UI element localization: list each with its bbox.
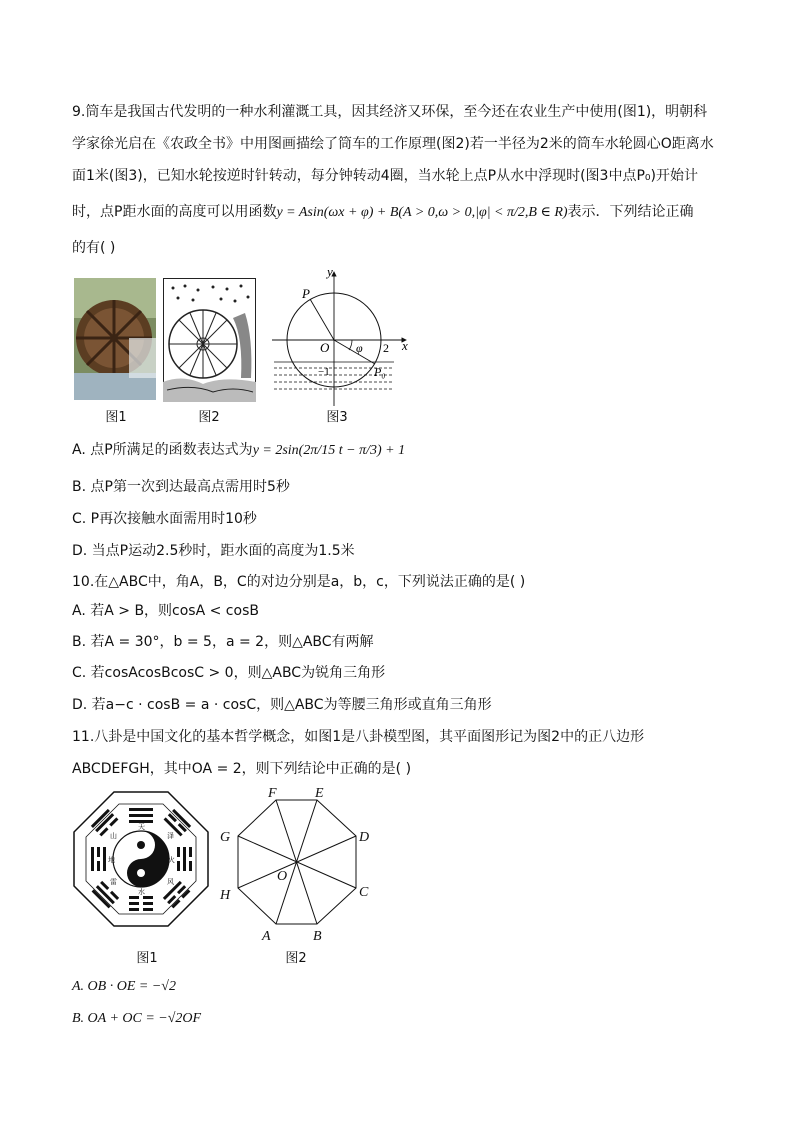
vertex-g: G — [220, 830, 231, 845]
q10-option-a: A. 若A > B，则cosA < cosB — [72, 603, 259, 619]
q9-line4-text-a: 时，点P距水面的高度可以用函数 — [72, 204, 277, 220]
svg-text:地: 地 — [108, 856, 115, 864]
q9-fig3-caption: 图3 — [326, 410, 348, 425]
svg-text:风: 风 — [167, 878, 174, 886]
q9-fig2-caption: 图2 — [198, 410, 220, 425]
vertex-a: A — [262, 929, 271, 944]
q9-line4-text-b: 表示．下列结论正确 — [567, 204, 694, 220]
q10-option-c: C. 若cosAcosBcosC > 0，则△ABC为锐角三角形 — [72, 665, 386, 681]
radius-op — [310, 299, 334, 340]
q9-option-b: B. 点P第一次到达最高点需用时5秒 — [72, 479, 290, 495]
octagon-figure — [214, 784, 374, 946]
label-p: P — [302, 286, 310, 301]
label-p0: P₀ — [374, 365, 386, 379]
fig3-diagram — [272, 264, 412, 406]
q9-line3: 面1米(图3)，已知水轮按逆时针转动，每分钟转动4圈，当水轮上点P从水中浮现时(图3中点P₀)开始计 — [72, 168, 698, 184]
svg-text:火: 火 — [168, 856, 175, 864]
q9-option-a-text: A. 点P所满足的函数表达式为 — [72, 442, 253, 458]
q9-line1: 9.筒车是我国古代发明的一种水利灌溉工具，因其经济又环保，至今还在农业生产中使用(图1)，明朝科 — [72, 104, 708, 120]
yin-yang-icon — [113, 831, 169, 887]
label-phi: φ — [356, 341, 363, 355]
label-x: x — [402, 338, 408, 353]
waterwheel-photo — [74, 278, 156, 400]
vertex-d: D — [359, 830, 370, 845]
vertex-h: H — [220, 888, 231, 903]
center-o: O — [277, 869, 288, 884]
q11-option-a — [72, 976, 176, 997]
q10-option-b: B. 若A = 30°，b = 5，a = 2，则△ABC有两解 — [72, 634, 374, 650]
waterwheel-sketch — [163, 278, 256, 402]
q11-option-a-text: A. OB · OE = −√2 — [72, 979, 176, 994]
q11-stem-line2: ABCDEFGH，其中OA = 2，则下列结论中正确的是( ) — [72, 761, 412, 777]
q9-line5: 的有( ) — [72, 240, 116, 256]
q9-function-formula: y = Asin(ωx + φ) + B(A > 0,ω > 0,|φ| < π/2,B ∈ R) — [276, 205, 568, 220]
vertex-f: F — [268, 786, 277, 801]
vertex-e: E — [315, 786, 324, 801]
svg-text:水: 水 — [138, 888, 145, 896]
q11-option-b-text: B. OA + OC = −√2OF — [72, 1011, 202, 1026]
label-y: y — [327, 264, 333, 279]
q9-option-c: C. P再次接触水面需用时10秒 — [72, 511, 257, 527]
svg-text:山: 山 — [110, 832, 117, 840]
q9-line4 — [72, 202, 694, 223]
svg-text:泽: 泽 — [167, 832, 174, 840]
q11-option-b — [72, 1008, 201, 1029]
q10-stem: 10.在△ABC中，角A，B，C的对边分别是a，b，c，下列说法正确的是( ) — [72, 574, 526, 590]
q11-fig1-caption: 图1 — [136, 951, 158, 966]
q9-option-d: D. 当点P运动2.5秒时，距水面的高度为1.5米 — [72, 543, 355, 559]
vertex-c: C — [359, 885, 369, 900]
q10-option-d: D. 若a−c · cosB = a · cosC，则△ABC为等腰三角形或直角三角形 — [72, 697, 492, 713]
svg-text:雷: 雷 — [110, 878, 117, 886]
label-o: O — [320, 340, 330, 355]
svg-text:天: 天 — [138, 823, 145, 831]
q9-option-a-formula: y = 2sin(2π/15 t − π/3) + 1 — [252, 443, 406, 458]
q9-line2: 学家徐光启在《农政全书》中用图画描绘了筒车的工作原理(图2)若一半径为2米的筒车水轮圆心O距离水 — [72, 136, 714, 152]
label-two: 2 — [383, 341, 389, 355]
q11-stem-line1: 11.八卦是中国文化的基本哲学概念，如图1是八卦模型图，其平面图形记为图2中的正八边形 — [72, 729, 645, 745]
q11-fig2-caption: 图2 — [285, 951, 307, 966]
vertex-b: B — [313, 929, 322, 944]
label-minus-one: −1 — [318, 366, 330, 378]
q9-fig1-caption: 图1 — [105, 410, 127, 425]
q9-option-a — [72, 440, 405, 461]
radius-op0 — [334, 340, 375, 364]
bagua-figure — [72, 790, 210, 928]
